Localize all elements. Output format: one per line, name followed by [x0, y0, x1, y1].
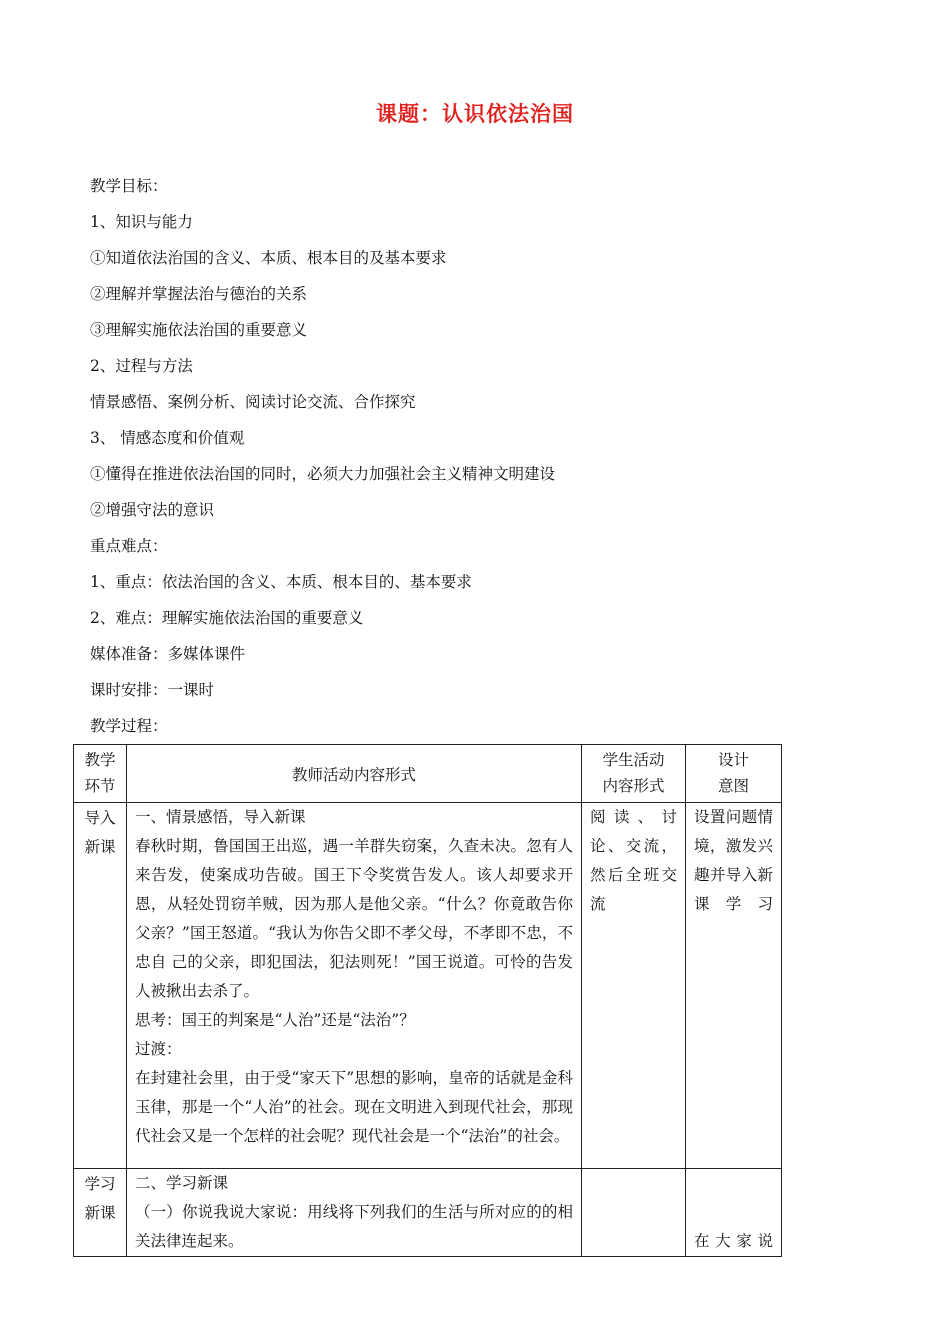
- outline-line: 1、知识与能力: [90, 213, 193, 231]
- design-intent-text: 设置问题情境，激发兴趣并导入新课学习: [694, 808, 773, 913]
- design-intent-cell: [686, 803, 782, 1169]
- header-design-line: 意图: [717, 777, 749, 795]
- teacher-activity-cell: [127, 1169, 582, 1257]
- segment-line: 新课: [84, 838, 116, 856]
- teacher-paragraph: 思考：国王的判案是“人治”还是“法治”？: [135, 1011, 415, 1029]
- teacher-activity-cell: [127, 803, 582, 1169]
- outline-line: ③理解实施依法治国的重要意义: [90, 321, 308, 339]
- header-segment: [74, 745, 127, 803]
- lesson-outline: [90, 172, 850, 748]
- header-teacher: [127, 745, 582, 803]
- outline-line: 教学过程：: [90, 717, 168, 735]
- header-design: [686, 745, 782, 803]
- header-student: [582, 745, 686, 803]
- outline-line: 2、过程与方法: [90, 357, 193, 375]
- teacher-paragraph: （一）你说我说大家说：用线将下列我们的生活与所对应的的相关法律连起来。: [135, 1203, 573, 1250]
- teacher-paragraph: 二、学习新课: [135, 1174, 229, 1192]
- teacher-paragraph: 过渡：: [135, 1040, 182, 1058]
- teacher-paragraph: 春秋时期，鲁国国王出巡，遇一羊群失窃案，久查未决。忽有人来告发，使案成功告破。国王下令奖赏告发人。该人却要求开恩，从轻处罚窃羊贼，因为那人是他父亲。“什么？你竟敢告你父亲？”国王怒道。“我认为你告父即不孝父母，不孝即不忠，不忠自 己的父亲，即犯国法，犯法则死！”国王说道。可怜的告发人被揪出去杀了。: [135, 837, 573, 1000]
- segment-cell: [74, 803, 127, 1169]
- student-activity-text: 阅读、讨论、交流，然后全班交流: [590, 808, 677, 913]
- outline-line: ②理解并掌握法治与德治的关系: [90, 285, 308, 303]
- student-activity-cell: [582, 803, 686, 1169]
- segment-cell: [74, 1169, 127, 1257]
- header-design-line: 设计: [717, 751, 749, 769]
- design-intent-text: 在大家说: [694, 1232, 773, 1250]
- design-intent-cell: [686, 1169, 782, 1257]
- outline-line: 媒体准备：多媒体课件: [90, 645, 246, 663]
- outline-line: ②增强守法的意识: [90, 501, 215, 519]
- segment-line: 导入: [84, 809, 116, 827]
- outline-line: 1、重点：依法治国的含义、本质、根本目的、基本要求: [90, 573, 472, 591]
- table-row: [74, 803, 782, 1169]
- outline-line: 教学目标：: [90, 177, 168, 195]
- segment-line: 学习: [84, 1175, 116, 1193]
- student-activity-cell: [582, 1169, 686, 1257]
- teaching-process-table: [73, 744, 782, 1257]
- header-segment-line: 教学: [84, 751, 116, 769]
- table-header-row: [74, 745, 782, 803]
- outline-line: 情景感悟、案例分析、阅读讨论交流、合作探究: [90, 393, 416, 411]
- header-segment-line: 环节: [84, 777, 116, 795]
- outline-line: 重点难点：: [90, 537, 168, 555]
- table-row: [74, 1169, 782, 1257]
- outline-line: 2、难点：理解实施依法治国的重要意义: [90, 609, 364, 627]
- header-teacher-label: 教师活动内容形式: [291, 765, 416, 784]
- outline-line: 课时安排：一课时: [90, 681, 215, 699]
- teacher-paragraph: 在封建社会里，由于受“家天下”思想的影响，皇帝的话就是金科玉律，那是一个“人治”的社会。现在文明进入到现代社会，那现代社会又是一个怎样的社会呢？现代社会是一个“法治”的社会。: [135, 1069, 573, 1145]
- outline-line: 3、 情感态度和价值观: [90, 429, 245, 447]
- outline-line: ①懂得在推进依法治国的同时，必须大力加强社会主义精神文明建设: [90, 465, 556, 483]
- header-student-line: 内容形式: [602, 777, 665, 795]
- teacher-paragraph: 一、情景感悟，导入新课: [135, 808, 306, 826]
- header-student-line: 学生活动: [602, 751, 665, 769]
- outline-line: ①知道依法治国的含义、本质、根本目的及基本要求: [90, 249, 447, 267]
- segment-line: 新课: [84, 1204, 116, 1222]
- page-title: 课题：认识依法治国: [376, 102, 574, 126]
